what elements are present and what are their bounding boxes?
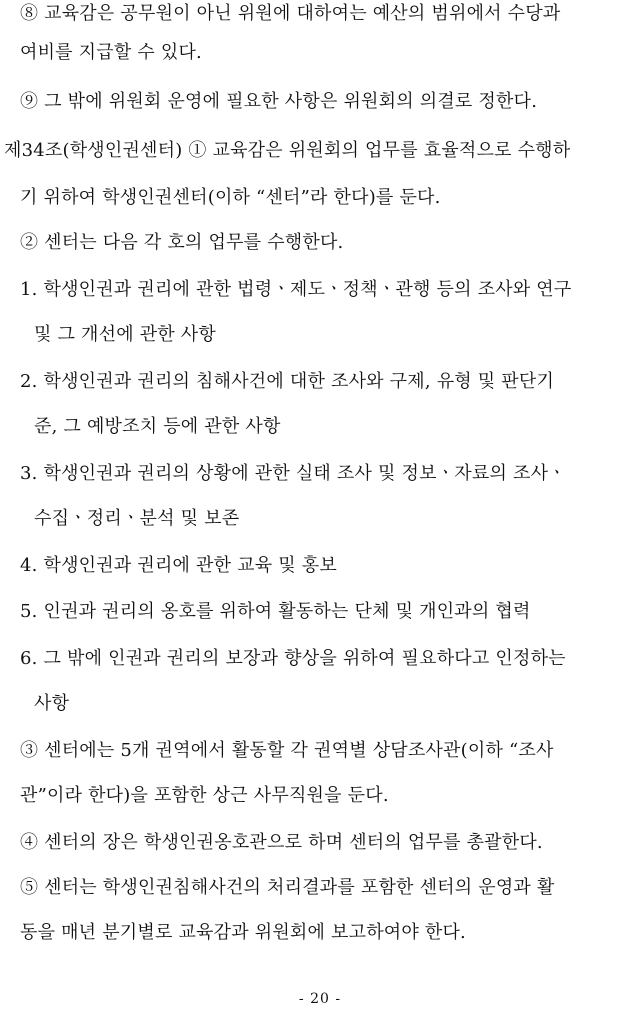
list-item-4: 4. 학생인권과 권리에 관한 교육 및 홍보 [20,555,337,576]
list-item-1-line-1: 1. 학생인권과 권리에 관한 법령ㆍ제도ㆍ정책ㆍ관행 등의 조사와 연구 [20,279,572,300]
paragraph-9: ⑨ 그 밖에 위원회 운영에 필요한 사항은 위원회의 의결로 정한다. [20,91,538,112]
list-item-2-line-1: 2. 학생인권과 권리의 침해사건에 대한 조사와 구제, 유형 및 판단기 [20,371,555,392]
article-34-paragraph-2: ② 센터는 다음 각 호의 업무를 수행한다. [20,232,344,253]
list-item-6-line-1: 6. 그 밖에 인권과 권리의 보장과 향상을 위하여 필요하다고 인정하는 [20,648,566,669]
article-34-heading-line-1: 제34조(학생인권센터) ① 교육감은 위원회의 업무를 효율적으로 수행하 [4,140,571,161]
list-item-3-line-2: 수집ㆍ정리ㆍ분석 및 보존 [34,508,240,529]
paragraph-8-line-1: ⑧ 교육감은 공무원이 아닌 위원에 대하여는 예산의 범위에서 수당과 [20,3,561,24]
article-34-heading-line-2: 기 위하여 학생인권센터(이하 “센터”라 한다)를 둔다. [20,187,441,208]
page-number: - 20 - [298,991,342,1007]
article-34-paragraph-5-line-2: 동을 매년 분기별로 교육감과 위원회에 보고하여야 한다. [20,922,466,943]
list-item-5: 5. 인권과 권리의 옹호를 위하여 활동하는 단체 및 개인과의 협력 [20,601,531,622]
article-34-paragraph-5-line-1: ⑤ 센터는 학생인권침해사건의 처리결과를 포함한 센터의 운영과 활 [20,877,555,898]
list-item-3-line-1: 3. 학생인권과 권리의 상황에 관한 실태 조사 및 정보ㆍ자료의 조사ㆍ [20,463,566,484]
article-34-paragraph-3-line-2: 관”이라 한다)을 포함한 상근 사무직원을 둔다. [20,785,389,806]
list-item-6-line-2: 사항 [34,693,70,714]
list-item-1-line-2: 및 그 개선에 관한 사항 [34,324,216,345]
list-item-2-line-2: 준, 그 예방조치 등에 관한 사항 [34,416,281,437]
paragraph-8-line-2: 여비를 지급할 수 있다. [20,42,202,63]
article-34-paragraph-4: ④ 센터의 장은 학생인권옹호관으로 하며 센터의 업무를 총괄한다. [20,832,543,853]
article-34-paragraph-3-line-1: ③ 센터에는 5개 권역에서 활동할 각 권역별 상담조사관(이하 “조사 [20,740,554,761]
